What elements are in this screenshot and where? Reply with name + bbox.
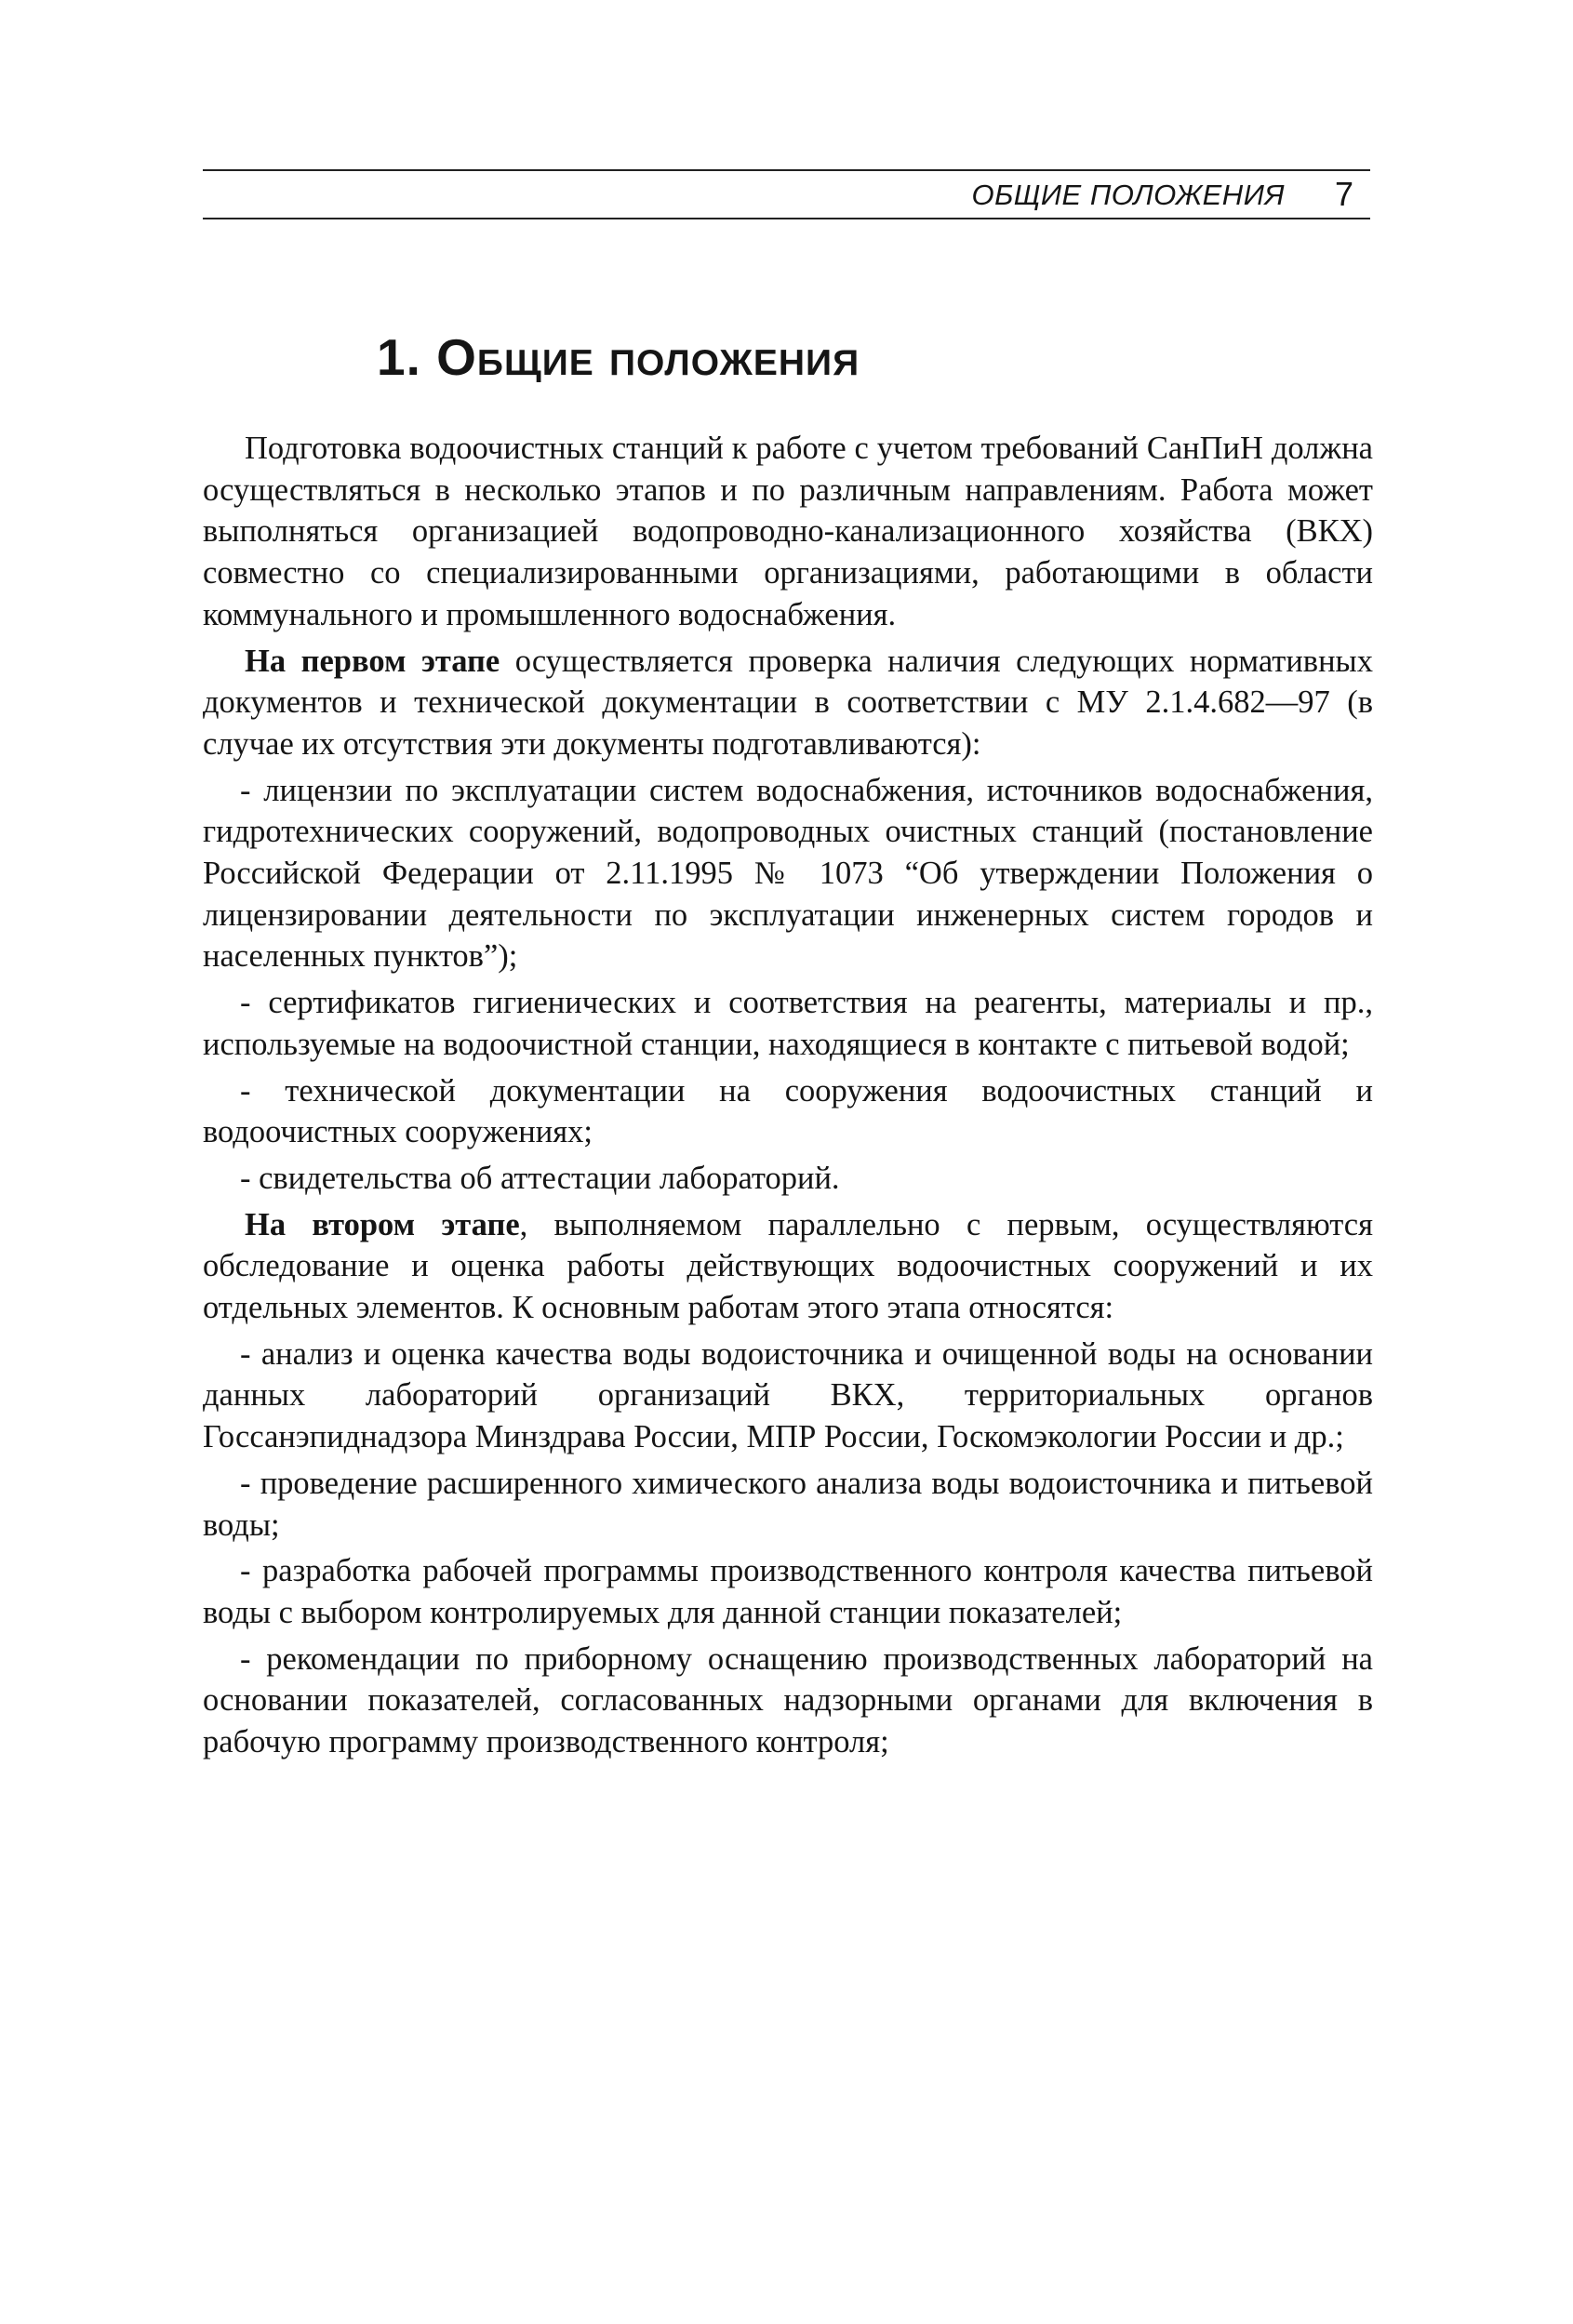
stage1-item-certificates: - сертификатов гигиенических и соответствия на реагенты, материалы и пр., используемые на водоочистной станции, находящиеся в контакте с питьевой водой; (203, 985, 1373, 1062)
header-rule-bottom (203, 218, 1370, 219)
stage1-item-lab-attestation: - свидетельства об аттестации лабораторий. (240, 1160, 840, 1196)
stage2-item-water-quality: - анализ и оценка качества воды водоисточника и очищенной воды на основании данных лабораторий организаций ВКХ, территориальных органов Госсанэпиднадзора Минздрава России, МПР России, Госкомэкологии России и др.; (203, 1335, 1373, 1455)
stage1-text: осуществляется проверка наличия следующих нормативных документов и технической документации в соответствии с МУ 2.1.4.682—97 (в случае их отсутствия эти документы подготавливаются): (203, 643, 1373, 762)
chapter-title: 1. Общие положения (377, 328, 860, 386)
stage1-item-tech-docs: - технической документации на сооружения водоочистных станций и водоочистных сооружениях; (203, 1072, 1373, 1150)
stage1-paragraph (203, 641, 1373, 765)
stage1-lead: На первом этапе (245, 643, 500, 679)
stage2-item-control-program: - разработка рабочей программы производственного контроля качества питьевой воды с выбором контролируемых для данной станции показателей; (203, 1553, 1373, 1630)
stage2-item-lab-equipment: - рекомендации по приборному оснащению производственных лабораторий на основании показателей, согласованных надзорными органами для включения в рабочую программу производственного контроля; (203, 1640, 1373, 1760)
body-text (203, 428, 1373, 1768)
running-header (203, 164, 1370, 221)
stage2-paragraph (203, 1204, 1373, 1329)
running-title: ОБЩИЕ ПОЛОЖЕНИЯ (971, 179, 1285, 211)
stage2-text: , выполняемом параллельно с первым, осуществляются обследование и оценка работы действующих водоочистных сооружений и их отдельных элементов. К основным работам этого этапа относятся: (203, 1206, 1373, 1326)
page-number: 7 (1334, 175, 1353, 213)
intro-paragraph: Подготовка водоочистных станций к работе с учетом требований СанПиН должна осуществляться в несколько этапов и по различным направлениям. Работа может выполняться организацией водопроводно-канализационного хозяйства (ВКХ) совместно со специализированными организациями, работающими в области коммунального и промышленного водоснабжения. (203, 431, 1373, 632)
header-rule-top (203, 169, 1370, 171)
stage1-item-licenses: - лицензии по эксплуатации систем водоснабжения, источников водоснабжения, гидротехнических сооружений, водопроводных очистных станций (постановление Российской Федерации от 2.11.1995 № 1073 “Об утверждении Положения о лицензировании деятельности по эксплуатации инженерных систем городов и населенных пунктов”); (203, 772, 1373, 975)
stage2-item-chemical-analysis: - проведение расширенного химического анализа воды водоисточника и питьевой воды; (203, 1465, 1373, 1543)
stage2-lead: На втором этапе (245, 1206, 520, 1242)
